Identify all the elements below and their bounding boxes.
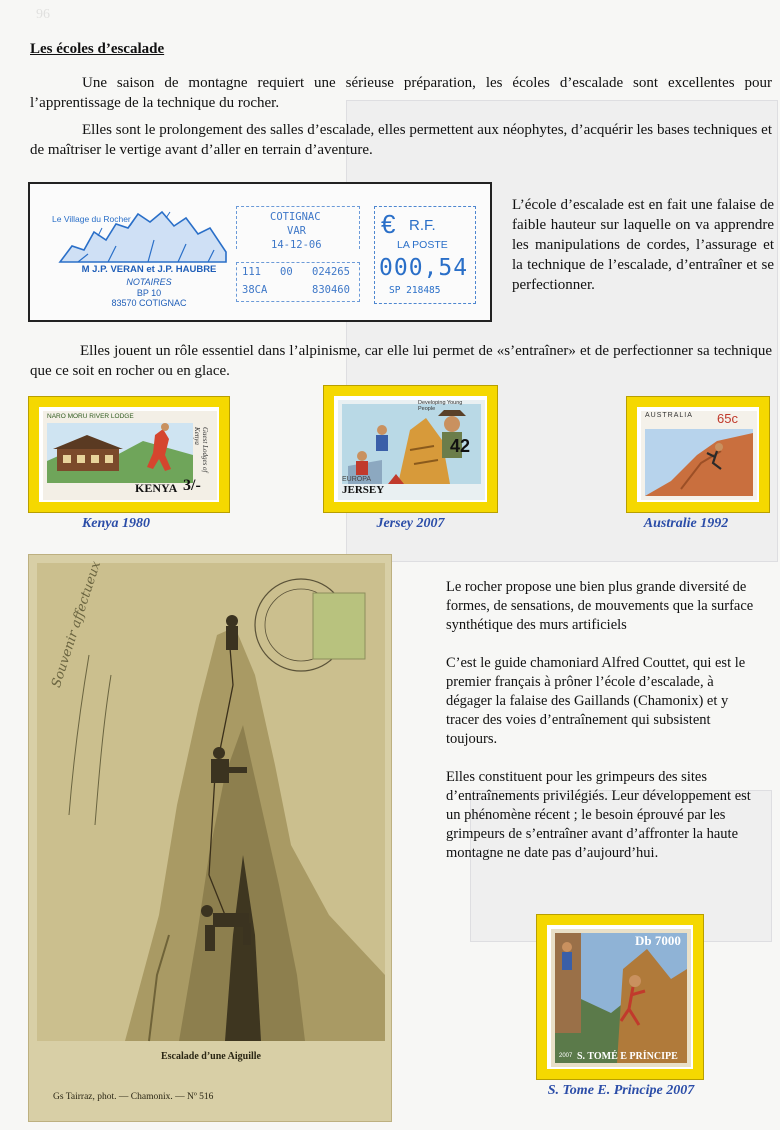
caption-s-tome: S. Tome E. Principe 2007 — [547, 1083, 695, 1098]
s-tome-year: 2007 — [559, 1053, 573, 1059]
australia-country: AUSTRALIA — [645, 412, 693, 419]
meter-la-poste: LA POSTE — [397, 239, 448, 251]
postcard-handwriting: Souvenir affectueux — [49, 559, 105, 690]
caption-australia: Australie 1992 — [643, 516, 729, 531]
jersey-europa: EUROPA — [342, 476, 372, 483]
vintage-postcard — [28, 554, 392, 1122]
ghost-page-number: 96 — [36, 7, 50, 22]
postmark-dept: VAR — [287, 225, 306, 237]
stamp-s-tome — [547, 925, 693, 1069]
jersey-top-text: Developing Young People — [418, 400, 463, 412]
sites-paragraph: Elles constituent pour les grimpeurs des sites d’entraînements privilégiés. Leur développement est un phénomène récent ; le besoin éprouvé par les grimpeurs de s’entraîner avant d’affronter la haute montagne ne date pas d’aujourd’hui. — [446, 769, 751, 861]
australia-stamp-art — [641, 411, 757, 500]
kenya-value: 3/- — [183, 477, 201, 494]
page-title: Les écoles d’escalade — [30, 41, 165, 57]
stamp-frame-s-tome — [536, 914, 704, 1080]
postcard-photo — [29, 555, 392, 1122]
franked-envelope — [28, 182, 492, 322]
envelope-bp: BP 10 — [136, 288, 162, 298]
role-paragraph: Elles jouent un rôle essentiel dans l’alpinisme, car elle lui permet de «s’entraîner» et de perfectionner sa technique que ce soit en rocher ou en glace. — [30, 343, 772, 379]
kenya-side-text: Guest Lodges of Kenya — [193, 427, 209, 473]
code-a: 111 — [242, 266, 261, 278]
code-d: 38CA — [242, 284, 268, 296]
stamp-australia — [637, 407, 759, 502]
right-column-text — [446, 578, 760, 863]
meter-rf: R.F. — [409, 217, 436, 234]
postcard-caption: Escalade d’une Aiguille — [160, 1051, 261, 1062]
code-e: 830460 — [312, 284, 350, 296]
caption-kenya: Kenya 1980 — [81, 516, 151, 531]
ecole-definition-paragraph: L’école d’escalade est en fait une falaise de faible hauteur sur laquelle on va apprendre les manipulations de cordes, l’assurage et la technique de l’escalade, d’entraîner et se perfectionner. — [512, 197, 774, 293]
stamp-jersey — [334, 396, 487, 502]
envelope-village: Le Village du Rocher — [52, 214, 131, 224]
kenya-country: KENYA — [135, 481, 178, 495]
australia-value: 65c — [717, 411, 738, 426]
envelope-notaires: NOTAIRES — [126, 277, 172, 287]
caption-jersey: Jersey 2007 — [376, 516, 445, 531]
code-c: 024265 — [312, 266, 350, 278]
stamp-frame-kenya — [28, 396, 230, 513]
envelope-postcode: 83570 COTIGNAC — [111, 298, 187, 308]
postmark-date: 14-12-06 — [271, 239, 322, 251]
s-tome-value: Db 7000 — [635, 933, 681, 948]
stamp-kenya — [39, 407, 219, 502]
couttet-paragraph: C’est le guide chamoniard Alfred Couttet, qui est le premier français à prôner l’école d’escalade, à dégager la falaise des Gaillands (Chamonix) et y tracer des voies d’entraînement qui subsistent toujours. — [446, 655, 746, 747]
stamp-frame-australia — [626, 396, 770, 513]
intro-paragraph: Une saison de montagne requiert une sérieuse préparation, les écoles d’escalade sont excellentes pour l’apprentissage de la technique du rocher. — [30, 75, 772, 111]
kenya-top-text: NARO MORU RIVER LODGE — [47, 413, 134, 420]
rocher-paragraph: Le rocher propose une bien plus grande diversité de formes, de sensations, de mouvements que la surface synthétique des murs artificiels — [446, 579, 754, 633]
stamp-frame-jersey — [323, 385, 498, 513]
jersey-value: 42 — [450, 436, 471, 456]
envelope-names: M J.P. VERAN et J.P. HAUBRE — [81, 264, 217, 275]
meter-euro: € — [381, 209, 396, 239]
postcard-credit: Gs Tairraz, phot. — Chamonix. — Nº 516 — [53, 1092, 214, 1102]
postmark-town: COTIGNAC — [270, 211, 321, 223]
meter-sp: SP 218485 — [389, 285, 441, 296]
s-tome-country: S. TOMÉ E PRÍNCIPE — [577, 1051, 678, 1062]
meter-amount: 000,54 — [379, 255, 469, 281]
second-paragraph: Elles sont le prolongement des salles d’escalade, elles permettent aux néophytes, d’acquérir les bases techniques et de maîtriser le vertige avant d’aller en terrain d’aventure. — [30, 122, 772, 158]
s-tome-stamp-art — [551, 929, 691, 1067]
postage-meter — [374, 206, 476, 304]
code-b: 00 — [280, 266, 293, 278]
jersey-country: JERSEY — [342, 484, 385, 496]
